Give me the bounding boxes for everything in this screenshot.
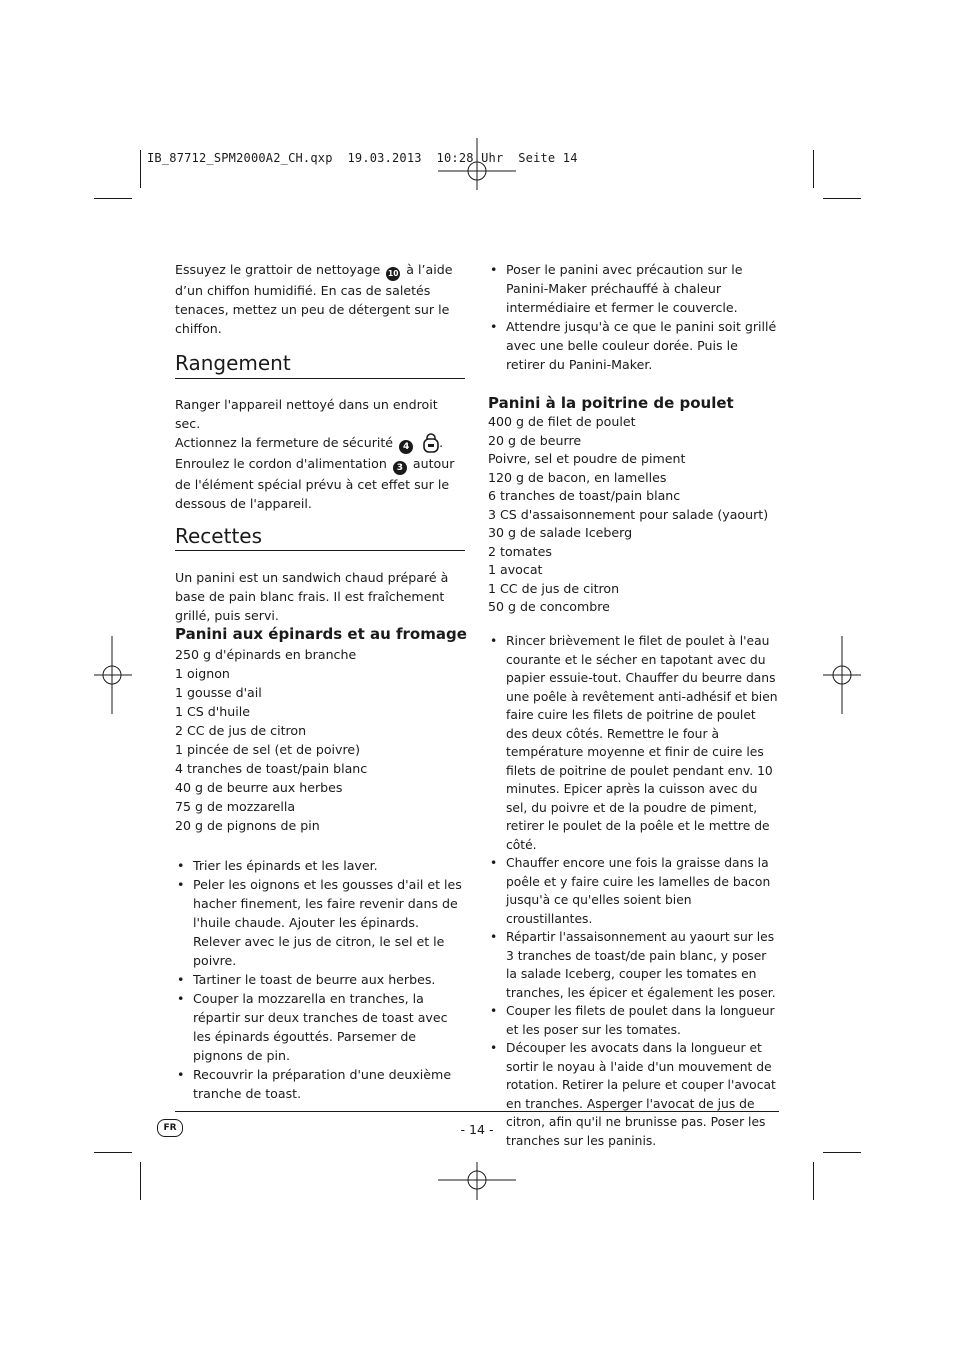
section-rule [175,550,465,551]
recipe2-ingredients [488,413,778,617]
rangement-line2-b: . [439,435,444,450]
rangement-line3-a: Enroulez le cordon d'alimentation [175,456,387,471]
part-number-10: 10 [386,267,400,281]
recipe-continued-steps [488,260,778,374]
step-item: • Trier les épinards et les laver. [175,856,465,875]
step-item: • Répartir l'assaisonnement au yaourt sur les 3 tranches de toast/de pain blanc, y poser la salade Iceberg, couper les tomates en tranches, les épicer et également les poser. [488,928,778,1002]
ingredient-item: 400 g de filet de poulet [488,414,636,429]
padlock-icon [423,433,439,453]
print-slug: IB_87712_SPM2000A2_CH.qxp 19.03.2013 10:28 Uhr Seite 14 [147,151,578,165]
step-item: • Chauffer encore une fois la graisse dans la poêle et y faire cuire les lamelles de bacon jusqu'à ce qu'elles soient bien croustillantes. [488,854,778,928]
step-item: • Découper les avocats dans la longueur et sortir le noyau à l'aide d'un mouvement de rotation. Retirer la pelure et couper l'avocat en tranches. Asperger l'avocat de jus de citron, afin qu'il ne brunisse pas. Poser les tranches sur les paninis. [488,1039,778,1150]
recipe2-title: Panini à la poitrine de poulet [488,394,734,412]
rangement-line1: Ranger l'appareil nettoyé dans un endroit sec. [175,397,438,431]
step-item: • Attendre jusqu'à ce que le panini soit grillé avec une belle couleur dorée. Puis le retirer du Panini-Maker. [488,317,778,374]
registration-mark-icon [94,636,132,714]
ingredient-item: 2 CC de jus de citron [175,723,307,738]
rangement-line3-b: autour de l'élément spécial prévu à cet effet sur le dessous de l'appareil. [175,456,455,511]
language-badge: FR [157,1119,183,1137]
step-item: • Recouvrir la préparation d'une deuxième tranche de toast. [175,1065,465,1103]
step-item: • Couper les filets de poulet dans la longueur et les poser sur les tomates. [488,1002,778,1039]
step-item: • Rincer brièvement le filet de poulet à l'eau courante et le sécher en tapotant avec du papier essuie-tout. Chauffer du beurre dans une poêle à revêtement anti-adhésif et bien faire cuire les filets de poitrine de poulet des deux côtés. Remettre le four à température moyenne et finir de cuire les filets de poitrine de poulet pendant env. 10 minutes. Epicer après la cuisson avec du sel, du poivre et de la poudre de piment, retirer le poulet de la poêle et le mettre de côté. [488,632,778,854]
step-item: • Poser le panini avec précaution sur le Panini-Maker préchauffé à chaleur intermédiaire et fermer le couvercle. [488,260,778,317]
section-title-recettes: Recettes [175,524,263,548]
registration-mark-icon [823,636,861,714]
recettes-intro-text: Un panini est un sandwich chaud préparé à base de pain blanc frais. Il est fraîchement grillé, puis servi. [175,570,449,623]
ingredient-item: 20 g de beurre [488,432,582,448]
recipe1-title: Panini aux épinards et au fromage [175,625,467,643]
rangement-line2-a: Actionnez la fermeture de sécurité [175,435,394,450]
registration-mark-icon [438,138,516,190]
recettes-intro [175,568,465,625]
ingredient-item: 1 pincée de sel (et de poivre) [175,742,361,757]
ingredient-item: Poivre, sel et poudre de piment [488,451,686,466]
part-number-4: 4 [399,440,413,454]
intro-text-a: Essuyez le grattoir de nettoyage [175,262,381,277]
ingredient-item: 1 avocat [488,562,543,577]
ingredient-item: 6 tranches de toast/pain blanc [488,488,681,503]
recipe1-steps [175,856,465,1103]
ingredient-item: 2 tomates [488,543,552,559]
step-item: • Couper la mozzarella en tranches, la répartir sur deux tranches de toast avec les épinards égouttés. Parsemer de pignons de pin. [175,989,465,1065]
page-number: - 14 - [460,1122,494,1137]
section-title-rangement: Rangement [175,351,291,375]
footer-rule [175,1111,779,1112]
ingredient-item: 30 g de salade Iceberg [488,525,633,540]
ingredient-item: 3 CS d'assaisonnement pour salade (yaourt) [488,506,769,522]
step-item: • Tartiner le toast de beurre aux herbes. [175,970,465,989]
intro-paragraph [175,260,465,338]
recipe1-ingredients [175,645,465,835]
rangement-paragraph [175,395,465,513]
ingredient-item: 1 CS d'huile [175,704,250,719]
section-rule [175,378,465,379]
intro-text-b: à l’aide d’un chiffon humidifié. En cas de saletés tenaces, mettez un peu de détergent sur le chiffon. [175,262,453,336]
ingredient-item: 20 g de pignons de pin [175,818,320,833]
part-number-3: 3 [393,461,407,475]
ingredient-item: 75 g de mozzarella [175,799,296,814]
registration-mark-icon [438,1162,516,1200]
ingredient-item: 250 g d'épinards en branche [175,647,357,662]
ingredient-item: 40 g de beurre aux herbes [175,780,343,795]
recipe2-steps [488,632,778,1150]
ingredient-item: 1 gousse d'ail [175,685,262,700]
ingredient-item: 50 g de concombre [488,599,610,614]
ingredient-item: 1 CC de jus de citron [488,580,620,596]
ingredient-item: 1 oignon [175,666,230,681]
ingredient-item: 120 g de bacon, en lamelles [488,469,667,485]
ingredient-item: 4 tranches de toast/pain blanc [175,761,368,776]
step-item: • Peler les oignons et les gousses d'ail et les hacher finement, les faire revenir dans de l'huile chaude. Ajouter les épinards. Relever avec le jus de citron, le sel et le poivre. [175,875,465,970]
